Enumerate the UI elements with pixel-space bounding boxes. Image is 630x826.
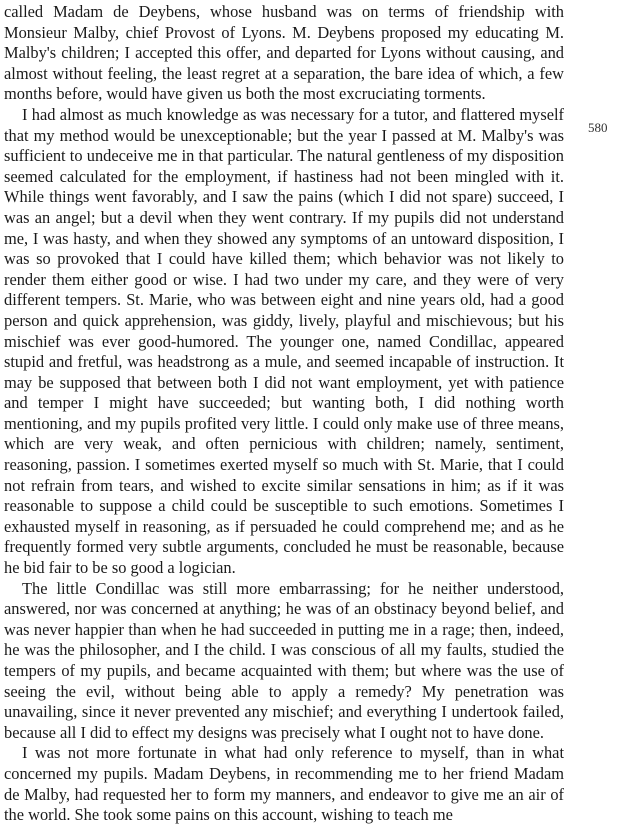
paragraph-1: called Madam de Deybens, whose husband was on terms of friendship with Monsieur Malby, chief Provost of Lyons. M. Deybens proposed my educating M. Malby's children; I accepted this offer, and departed for Lyons without causing, and almost without feeling, the least regret at a separation, the bare idea of which, a few months before, would have given us both the most excruciating torments. [4,2,564,104]
page-number: 580 [588,120,608,135]
body-text [4,2,564,826]
paragraph-4: I was not more fortunate in what had only reference to myself, than in what concerned my pupils. Madam Deybens, in recommending me to her friend Madam de Malby, had requested her to form my manners, and endeavor to give me an air of the world. She took some pains on this account, wishing to teach me [4,743,564,825]
paragraph-3: The little Condillac was still more embarrassing; for he neither understood, answered, nor was concerned at anything; he was of an obstinacy beyond belief, and was never happier than when he had succeeded in putting me in a rage; then, indeed, he was the philosopher, and I the child. I was conscious of all my faults, studied the tempers of my pupils, and became acquainted with them; but where was the use of seeing the evil, without being able to apply a remedy? My penetration was unavailing, since it never prevented any mischief; and everything I undertook failed, because all I did to effect my designs was precisely what I ought not to have done. [4,578,564,742]
paragraph-2: I had almost as much knowledge as was necessary for a tutor, and flattered myself that my method would be unexceptionable; but the year I passed at M. Malby's was sufficient to undeceive me in that particular. The natural gentleness of my disposition seemed calculated for the employment, if hastiness had not been mingled with it. While things went favorably, and I saw the pains (which I did not spare) succeed, I was an angel; but a devil when they went contrary. If my pupils did not understand me, I was hasty, and when they showed any symptoms of an untoward disposition, I was so provoked that I could have killed them; which behavior was not likely to render them either good or wise. I had two under my care, and they were of very different tempers. St. Marie, who was between eight and nine years old, had a good person and quick apprehension, was giddy, lively, playful and mischievous; but his mischief was ever good-humored. The younger one, named Condillac, appeared stupid and fretful, was headstrong as a mule, and seemed incapable of instruction. It may be supposed that between both I did not want employment, yet with patience and temper I might have succeeded; but wanting both, I did nothing worth mentioning, and my pupils profited very little. I could only make use of three means, which are very weak, and often pernicious with children; namely, sentiment, reasoning, passion. I sometimes exerted myself so much with St. Marie, that I could not refrain from tears, and wished to excite similar sensations in him; as if it was reasonable to suppose a child could be susceptible to such emotions. Sometimes I exhausted myself in reasoning, as if persuaded he could comprehend me; and as he frequently formed very subtle arguments, concluded he must be reasonable, because he bid fair to be so good a logician. [4,104,564,578]
